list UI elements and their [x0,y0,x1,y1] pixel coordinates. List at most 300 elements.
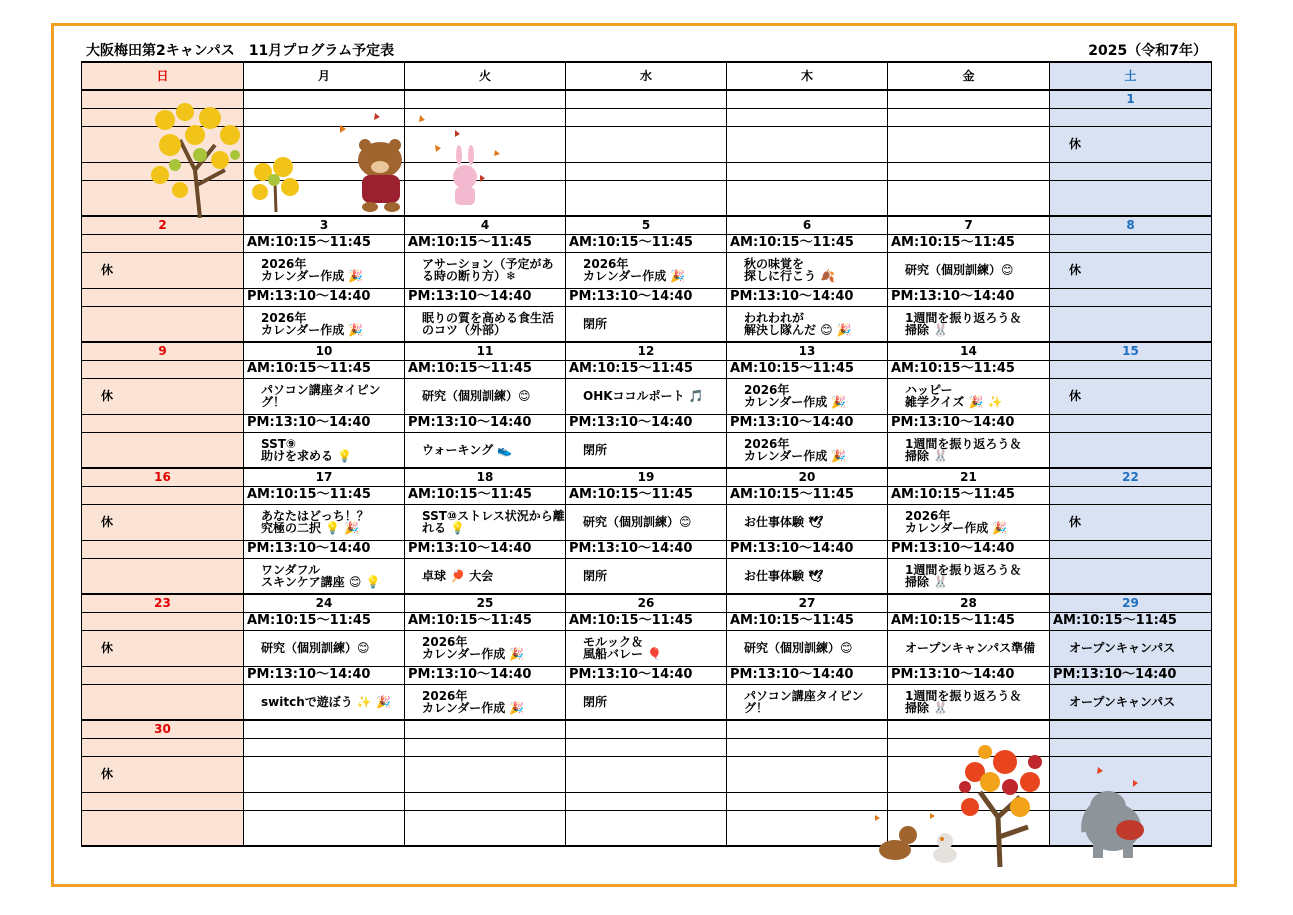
am-activity-cell [566,378,727,414]
am-activity-cell [888,378,1050,414]
am-time-label-cell [244,360,405,378]
pm-time-label-cell [82,666,244,684]
weekday-label: 火 [478,69,491,83]
pm-activity-cell [82,558,244,594]
pm-time-label: PM:13:10～14:40 [730,415,854,430]
date-number: 26 [637,596,655,611]
pm-activity-cell [244,558,405,594]
date-number-cell [888,342,1050,360]
pm-time-label-cell [888,414,1050,432]
pm-time-label-cell [82,540,244,558]
date-number: 18 [476,470,494,485]
pm-activity-cell [566,558,727,594]
date-number: 4 [480,218,490,233]
am-activity-cell [405,378,566,414]
am-time-label: AM:10:15～11:45 [247,235,371,250]
weekday-header [405,62,566,90]
pm-activity-cell [82,684,244,720]
am-activity: 休 [1069,515,1082,529]
am-time-label: AM:10:15～11:45 [247,487,371,502]
am-activity-cell [727,630,888,666]
pm-time-label-cell [888,288,1050,306]
pm-time-label-cell [727,666,888,684]
am-time-label-cell [566,486,727,504]
bear-and-rabbit-illustration [335,105,510,215]
am-activity-cell [566,756,727,792]
pm-activity-cell [405,558,566,594]
am-time-label-cell [405,486,566,504]
pm-time-label-cell [244,540,405,558]
am-time-label: AM:10:15～11:45 [730,613,854,628]
date-number: 22 [1122,470,1139,485]
date-number-cell [566,720,727,738]
am-activity-cell [727,504,888,540]
date-number-cell [888,90,1050,108]
pm-time-label: PM:13:10～14:40 [408,541,532,556]
am-time-label: AM:10:15～11:45 [1053,613,1177,628]
am-activity-cell [566,504,727,540]
pm-activity: 2026年 カレンダー作成 🎉 [261,310,364,337]
am-activity-cell [82,756,244,792]
year-label: 2025（令和7年） [1088,43,1207,59]
date-number-cell [405,468,566,486]
am-activity-cell [888,630,1050,666]
pm-time-label-cell [1050,540,1212,558]
weekday-header [244,62,405,90]
am-activity-cell [566,630,727,666]
am-activity: 秋の味覚を 探しに行こう 🍂 [744,257,836,283]
pm-activity: パソコン講座タイピング！ [744,688,864,715]
date-number-cell [1050,216,1212,234]
pm-time-label: PM:13:10～14:40 [247,289,371,304]
am-activity-cell [1050,126,1212,162]
weekday-label: 土 [1124,69,1137,83]
pm-time-label-cell [727,792,888,810]
pm-time-label-cell [566,288,727,306]
date-number: 8 [1126,218,1135,233]
am-time-label-cell [405,360,566,378]
pm-activity-cell [1050,684,1212,720]
am-activity: 研究（個別訓練）😊 [744,641,853,655]
date-number-cell [727,720,888,738]
am-activity: 研究（個別訓練）😊 [905,263,1014,277]
am-activity: 2026年 カレンダー作成 🎉 [905,509,1008,535]
am-activity-cell [244,756,405,792]
date-number-cell [727,216,888,234]
date-number-cell [244,720,405,738]
date-number: 2 [158,218,167,233]
weekday-label: 水 [639,69,652,83]
pm-activity-cell [566,684,727,720]
pm-time-label: PM:13:10～14:40 [569,289,693,304]
date-number-cell [1050,720,1212,738]
am-activity: 2026年 カレンダー作成 🎉 [583,257,686,283]
am-time-label-cell [244,234,405,252]
pm-activity: ウォーキング 👟 [422,442,513,457]
am-activity: 休 [101,641,114,655]
pm-time-label: PM:13:10～14:40 [891,667,1015,682]
pm-activity-cell [888,180,1050,216]
am-activity-cell [1050,504,1212,540]
am-time-label-cell [82,486,244,504]
pm-time-label: PM:13:10～14:40 [247,541,371,556]
date-number: 25 [476,596,494,611]
pm-time-label-cell [727,540,888,558]
pm-activity-cell [727,180,888,216]
am-time-label-cell [405,612,566,630]
date-number-cell [82,342,244,360]
am-time-label: AM:10:15～11:45 [247,361,371,376]
date-number-cell [405,216,566,234]
am-activity: 休 [101,263,114,277]
am-activity-cell [82,252,244,288]
pm-activity-cell [727,684,888,720]
pm-activity-cell [888,432,1050,468]
am-activity-cell [405,756,566,792]
pm-time-label-cell [82,288,244,306]
am-time-label-cell [566,234,727,252]
pm-activity: われわれが 解決し隊んだ 😊 🎉 [744,310,852,337]
am-activity: 研究（個別訓練）😊 [583,515,692,529]
am-time-label-cell [82,738,244,756]
am-activity: お仕事体験 🕊 [744,515,824,529]
am-activity: 休 [1069,263,1082,277]
am-activity-cell [405,504,566,540]
page-title: 大阪梅田第2キャンパス 11月プログラム予定表 [86,43,395,59]
pm-activity-cell [82,306,244,342]
pm-activity-cell [888,558,1050,594]
date-number-cell [888,720,1050,738]
am-time-label-cell [566,360,727,378]
pm-activity-cell [727,306,888,342]
am-activity-cell [888,126,1050,162]
pm-time-label: PM:13:10～14:40 [569,415,693,430]
pm-activity-cell [727,810,888,846]
pm-time-label: PM:13:10～14:40 [408,667,532,682]
date-number-cell [1050,90,1212,108]
am-time-label-cell [727,108,888,126]
am-time-label-cell [888,234,1050,252]
date-number-cell [1050,342,1212,360]
am-activity: 休 [101,767,114,781]
pm-activity-cell [566,180,727,216]
dog-and-cat-illustration [870,805,965,867]
pm-activity-cell [244,810,405,846]
am-activity-cell [82,630,244,666]
am-activity: 休 [1069,137,1082,151]
am-time-label-cell [1050,486,1212,504]
pm-time-label-cell [1050,414,1212,432]
date-number-cell [244,468,405,486]
am-activity: 研究（個別訓練）😊 [422,389,531,403]
am-activity: 休 [101,515,114,529]
pm-time-label-cell [82,792,244,810]
am-activity-cell [566,252,727,288]
pm-activity: 閉所 [583,316,608,331]
date-number: 3 [319,218,329,233]
pm-time-label-cell [244,414,405,432]
am-activity-cell [727,378,888,414]
am-activity: ハッピー 雑学クイズ 🎉 ✨ [905,383,1003,409]
pm-activity: 閉所 [583,694,608,709]
am-time-label: AM:10:15～11:45 [891,487,1015,502]
am-time-label: AM:10:15～11:45 [247,613,371,628]
am-time-label: AM:10:15～11:45 [408,361,532,376]
date-number-cell [82,216,244,234]
am-time-label-cell [1050,738,1212,756]
am-activity-cell [727,252,888,288]
am-time-label: AM:10:15～11:45 [891,235,1015,250]
am-activity: パソコン講座タイピング！ [261,383,381,409]
date-number: 6 [802,218,812,233]
pm-time-label-cell [727,414,888,432]
small-ginkgo-illustration [248,152,303,212]
am-time-label-cell [405,234,566,252]
pm-activity: 1週間を振り返ろう＆ 掃除 🐰 [905,436,1022,463]
date-number: 1 [1126,92,1135,107]
date-number-cell [888,468,1050,486]
date-number-cell [566,342,727,360]
pm-activity-cell [405,432,566,468]
am-activity: 休 [1069,389,1082,403]
pm-activity-cell [244,684,405,720]
pm-time-label-cell [244,666,405,684]
am-activity: オープンキャンパス [1069,641,1176,655]
date-number-cell [405,720,566,738]
pm-activity-cell [566,432,727,468]
am-activity-cell [244,504,405,540]
date-number: 27 [798,596,816,611]
date-number-cell [888,594,1050,612]
am-activity: 2026年 カレンダー作成 🎉 [744,383,847,409]
date-number: 5 [641,218,651,233]
date-number: 20 [798,470,816,485]
pm-activity: ワンダフル スキンケア講座 😊 💡 [261,562,381,589]
date-number: 12 [637,344,655,359]
pm-activity-cell [1050,558,1212,594]
date-number: 17 [315,470,333,485]
pm-time-label: PM:13:10～14:40 [569,541,693,556]
date-number-cell [82,720,244,738]
am-activity: オープンキャンパス準備 [905,641,1036,655]
am-activity-cell [82,378,244,414]
pm-time-label-cell [727,288,888,306]
pm-activity: switchで遊ぼう ✨ 🎉 [261,694,391,709]
pm-time-label: PM:13:10～14:40 [730,541,854,556]
pm-activity: SST⑨ 助けを求める 💡 [261,436,353,463]
pm-time-label-cell [405,666,566,684]
am-time-label-cell [727,360,888,378]
am-time-label-cell [888,612,1050,630]
ginkgo-tree-illustration [140,100,250,218]
pm-time-label-cell [566,666,727,684]
pm-time-label-cell [405,288,566,306]
am-activity: 休 [101,389,114,403]
pm-activity-cell [1050,432,1212,468]
pm-activity: 2026年 カレンダー作成 🎉 [422,688,525,715]
pm-activity-cell [1050,180,1212,216]
weekday-header [888,62,1050,90]
pm-time-label: PM:13:10～14:40 [891,289,1015,304]
am-time-label-cell [82,360,244,378]
am-time-label: AM:10:15～11:45 [569,487,693,502]
am-activity-cell [566,126,727,162]
weekday-header [727,62,888,90]
pm-time-label-cell [888,666,1050,684]
pm-activity-cell [405,684,566,720]
am-activity-cell [244,630,405,666]
am-time-label: AM:10:15～11:45 [730,235,854,250]
am-time-label-cell [888,486,1050,504]
pm-activity-cell [405,810,566,846]
am-time-label: AM:10:15～11:45 [569,613,693,628]
am-time-label-cell [727,234,888,252]
am-time-label: AM:10:15～11:45 [569,361,693,376]
date-number: 15 [1122,344,1139,359]
date-number: 28 [960,596,977,611]
date-number-cell [566,90,727,108]
date-number-cell [244,216,405,234]
pm-time-label-cell [405,540,566,558]
date-number-cell [727,594,888,612]
am-activity-cell [405,252,566,288]
am-activity: SST⑩ストレス状況から離れる 💡 [422,509,565,535]
am-time-label-cell [566,108,727,126]
pm-time-label-cell [566,540,727,558]
am-time-label-cell [727,738,888,756]
am-time-label: AM:10:15～11:45 [408,235,532,250]
pm-time-label-cell [244,792,405,810]
date-number: 21 [960,470,977,485]
date-number: 24 [315,596,333,611]
am-activity-cell [1050,252,1212,288]
pm-activity: 閉所 [583,442,608,457]
am-activity-cell [727,126,888,162]
pm-time-label-cell [888,540,1050,558]
date-number-cell [888,216,1050,234]
pm-activity-cell [566,306,727,342]
am-activity: あなたはどっち！？ 究極の二択 💡 🎉 [261,509,369,535]
pm-time-label-cell [566,414,727,432]
am-time-label-cell [888,108,1050,126]
am-time-label-cell [1050,108,1212,126]
weekday-label: 日 [156,69,169,83]
weekday-header [1050,62,1212,90]
date-number: 10 [315,344,333,359]
date-number-cell [82,594,244,612]
date-number-cell [405,594,566,612]
pm-time-label-cell [566,792,727,810]
pm-activity: 閉所 [583,568,608,583]
am-activity-cell [727,756,888,792]
am-time-label: AM:10:15～11:45 [891,361,1015,376]
pm-time-label-cell [82,414,244,432]
date-number: 19 [637,470,655,485]
date-number: 13 [798,344,816,359]
am-time-label: AM:10:15～11:45 [408,613,532,628]
am-time-label-cell [1050,612,1212,630]
am-time-label-cell [566,612,727,630]
am-time-label-cell [888,360,1050,378]
pm-activity-cell [727,432,888,468]
pm-time-label: PM:13:10～14:40 [730,289,854,304]
pm-time-label-cell [566,162,727,180]
am-time-label-cell [82,612,244,630]
pm-time-label: PM:13:10～14:40 [730,667,854,682]
am-time-label-cell [244,738,405,756]
pm-activity-cell [244,432,405,468]
pm-time-label-cell [405,792,566,810]
weekday-label: 金 [962,69,975,83]
date-number-cell [566,216,727,234]
am-activity-cell [244,252,405,288]
pm-activity-cell [82,810,244,846]
pm-time-label-cell [1050,288,1212,306]
date-number: 9 [158,344,167,359]
pm-time-label: PM:13:10～14:40 [1053,667,1177,682]
am-activity-cell [82,504,244,540]
am-time-label-cell [244,486,405,504]
am-activity: 2026年 カレンダー作成 🎉 [261,257,364,283]
pm-activity-cell [405,306,566,342]
weekday-label: 月 [317,69,330,83]
am-time-label-cell [82,234,244,252]
date-number-cell [82,468,244,486]
date-number-cell [405,342,566,360]
am-activity-cell [888,504,1050,540]
date-number: 11 [476,344,494,359]
am-activity-cell [1050,378,1212,414]
pm-time-label-cell [405,414,566,432]
am-time-label-cell [566,738,727,756]
am-time-label: AM:10:15～11:45 [569,235,693,250]
pm-activity-cell [1050,306,1212,342]
pm-activity-cell [727,558,888,594]
date-number-cell [1050,594,1212,612]
pm-time-label: PM:13:10～14:40 [408,415,532,430]
pm-time-label: PM:13:10～14:40 [891,415,1015,430]
weekday-header [566,62,727,90]
date-number-cell [1050,468,1212,486]
pm-time-label-cell [727,162,888,180]
am-time-label-cell [1050,234,1212,252]
pm-time-label: PM:13:10～14:40 [408,289,532,304]
pm-activity: 1週間を振り返ろう＆ 掃除 🐰 [905,310,1022,337]
pm-time-label: PM:13:10～14:40 [247,415,371,430]
date-number-cell [566,468,727,486]
pm-time-label-cell [244,288,405,306]
am-activity: アサーション（予定がある時の断り方）❄ [422,257,554,283]
pm-activity-cell [244,306,405,342]
pm-activity: 1週間を振り返ろう＆ 掃除 🐰 [905,688,1022,715]
am-activity: 2026年 カレンダー作成 🎉 [422,635,525,661]
am-time-label: AM:10:15～11:45 [408,487,532,502]
date-number-cell [244,594,405,612]
date-number: 29 [1122,596,1139,611]
date-number-cell [727,90,888,108]
am-activity-cell [405,630,566,666]
am-time-label-cell [727,612,888,630]
pm-activity: 1週間を振り返ろう＆ 掃除 🐰 [905,562,1022,589]
pm-activity: 2026年 カレンダー作成 🎉 [744,436,847,463]
pm-activity-cell [888,684,1050,720]
elephant-illustration [1068,762,1158,862]
date-number: 7 [964,218,973,233]
date-number: 23 [154,596,171,611]
am-activity: OHKココルポート 🎵 [583,389,704,403]
am-time-label-cell [1050,360,1212,378]
pm-time-label: PM:13:10～14:40 [247,667,371,682]
